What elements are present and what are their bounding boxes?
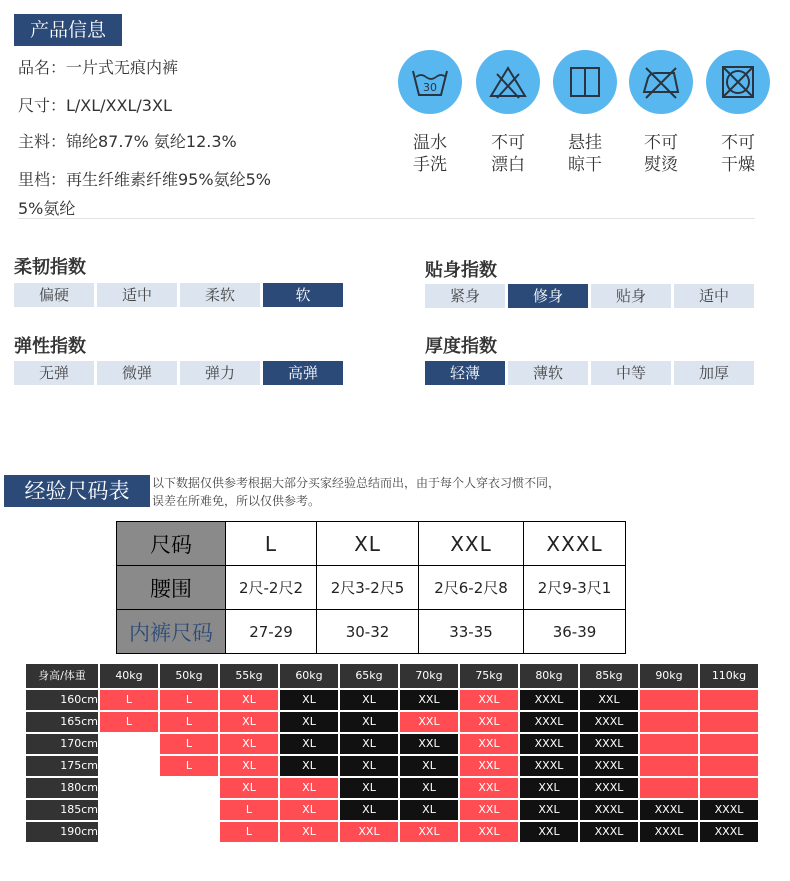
care-item-no-iron xyxy=(629,50,693,176)
softness-title: 柔韧指数 xyxy=(14,257,86,278)
thickness-option: 中等 xyxy=(591,361,671,385)
grid-size-cell: XL xyxy=(400,778,458,798)
grid-size-cell: XL xyxy=(340,712,398,732)
grid-weight-header: 85kg xyxy=(580,664,638,688)
grid-size-cell: XL xyxy=(280,800,338,820)
grid-size-cell xyxy=(100,778,158,798)
grid-size-cell: XL xyxy=(340,756,398,776)
grid-size-cell: XL xyxy=(280,756,338,776)
product-lining: 里档：再生纤维素纤维95%氨纶5% xyxy=(18,170,271,189)
thickness-option: 薄软 xyxy=(508,361,588,385)
no-tumble-dry-icon xyxy=(706,50,770,114)
grid-size-cell: XXXL xyxy=(640,822,698,842)
grid-size-cell: XXL xyxy=(460,778,518,798)
grid-row xyxy=(26,778,760,800)
table-row xyxy=(117,522,626,566)
fit-title: 贴身指数 xyxy=(425,260,497,281)
grid-height-label: 165cm xyxy=(26,712,98,732)
experience-note-line1: 以下数据仅供参考根据大部分买家经验总结而出，由于每个人穿衣习惯不同， xyxy=(152,476,561,490)
softness-bar xyxy=(14,283,343,307)
grid-size-cell: XXXL xyxy=(520,712,578,732)
elasticity-bar xyxy=(14,361,343,385)
grid-size-cell: XXL xyxy=(460,734,518,754)
grid-size-cell: XL xyxy=(280,712,338,732)
grid-size-cell: XXL xyxy=(460,822,518,842)
grid-size-cell xyxy=(640,690,698,710)
grid-size-cell: XXL xyxy=(400,712,458,732)
care-item-hand-wash xyxy=(398,50,462,176)
row-header-size: 尺码 xyxy=(117,522,226,566)
elasticity-option: 微弹 xyxy=(97,361,177,385)
underwear-size-cell: 36-39 xyxy=(524,610,626,654)
grid-height-label: 170cm xyxy=(26,734,98,754)
grid-size-cell: XL xyxy=(340,734,398,754)
product-info-tag: 产品信息 xyxy=(14,14,122,46)
grid-size-cell: XL xyxy=(220,778,278,798)
softness-option: 偏硬 xyxy=(14,283,94,307)
grid-size-cell xyxy=(160,800,218,820)
grid-height-label: 175cm xyxy=(26,756,98,776)
grid-size-cell: XL xyxy=(340,778,398,798)
elasticity-option-selected: 高弹 xyxy=(263,361,343,385)
care-label-no-tumble-dry: 不可 干燥 xyxy=(721,133,755,175)
grid-size-cell xyxy=(700,712,758,732)
experience-size-tag: 经验尺码表 xyxy=(4,475,150,507)
grid-size-cell: XXXL xyxy=(580,712,638,732)
grid-size-cell: XXXL xyxy=(580,822,638,842)
grid-height-label: 160cm xyxy=(26,690,98,710)
grid-size-cell: XL xyxy=(280,778,338,798)
grid-corner-label: 身高/体重 xyxy=(26,664,98,688)
grid-height-label: 190cm xyxy=(26,822,98,842)
grid-size-cell: XXXL xyxy=(520,690,578,710)
grid-size-cell: L xyxy=(160,734,218,754)
product-lining-extra: 5%氨纶 xyxy=(18,199,76,218)
underwear-size-cell: 27-29 xyxy=(226,610,317,654)
grid-size-cell: XXL xyxy=(520,800,578,820)
elasticity-option: 弹力 xyxy=(180,361,260,385)
elasticity-option: 无弹 xyxy=(14,361,94,385)
grid-size-cell: L xyxy=(160,756,218,776)
grid-row xyxy=(26,734,760,756)
grid-size-cell: XXXL xyxy=(580,734,638,754)
grid-row xyxy=(26,712,760,734)
grid-weight-header: 70kg xyxy=(400,664,458,688)
thickness-option: 加厚 xyxy=(674,361,754,385)
grid-weight-header: 60kg xyxy=(280,664,338,688)
grid-size-cell xyxy=(700,734,758,754)
grid-weight-header: 110kg xyxy=(700,664,758,688)
care-label-no-iron: 不可 熨烫 xyxy=(644,133,678,175)
thickness-option-selected: 轻薄 xyxy=(425,361,505,385)
grid-size-cell xyxy=(700,690,758,710)
grid-size-cell: XXL xyxy=(520,822,578,842)
experience-note-line2: 误差在所难免，所以仅供参考。 xyxy=(152,494,321,508)
grid-height-label: 185cm xyxy=(26,800,98,820)
grid-row xyxy=(26,756,760,778)
grid-size-cell: XL xyxy=(220,712,278,732)
size-table xyxy=(116,521,626,654)
care-item-no-tumble-dry xyxy=(706,50,770,176)
product-material: 主料：锦纶87.7% 氨纶12.3% xyxy=(18,132,237,151)
grid-size-cell xyxy=(700,756,758,776)
product-size: 尺寸：L/XL/XXL/3XL xyxy=(18,96,172,115)
grid-size-cell xyxy=(100,756,158,776)
size-cell: XXL xyxy=(419,522,524,566)
grid-size-cell: L xyxy=(220,822,278,842)
grid-size-cell xyxy=(640,756,698,776)
grid-size-cell: XXL xyxy=(460,712,518,732)
softness-option: 柔软 xyxy=(180,283,260,307)
hand-wash-30-icon xyxy=(398,50,462,114)
care-label-hand-wash: 温水 手洗 xyxy=(413,133,447,175)
grid-row xyxy=(26,822,760,844)
grid-size-cell: XL xyxy=(340,690,398,710)
grid-size-cell: L xyxy=(100,712,158,732)
fit-bar xyxy=(425,284,754,308)
size-cell: XL xyxy=(317,522,419,566)
height-weight-grid xyxy=(26,664,760,844)
grid-weight-header: 80kg xyxy=(520,664,578,688)
row-header-waist: 腰围 xyxy=(117,566,226,610)
waist-cell: 2尺3-2尺5 xyxy=(317,566,419,610)
fit-option: 贴身 xyxy=(591,284,671,308)
grid-size-cell: XL xyxy=(340,800,398,820)
grid-row xyxy=(26,690,760,712)
fit-option: 适中 xyxy=(674,284,754,308)
grid-size-cell xyxy=(100,800,158,820)
grid-size-cell: XXL xyxy=(460,756,518,776)
grid-size-cell: XXXL xyxy=(520,756,578,776)
grid-size-cell: XL xyxy=(400,800,458,820)
care-label-hang-dry: 悬挂 晾干 xyxy=(568,133,602,175)
product-name: 品名：一片式无痕内裤 xyxy=(18,58,179,77)
grid-size-cell: XXL xyxy=(580,690,638,710)
grid-size-cell: L xyxy=(160,712,218,732)
fit-option: 紧身 xyxy=(425,284,505,308)
care-item-hang-dry xyxy=(553,50,617,176)
elasticity-title: 弹性指数 xyxy=(14,336,86,357)
grid-size-cell: XXL xyxy=(340,822,398,842)
grid-weight-header: 40kg xyxy=(100,664,158,688)
grid-size-cell xyxy=(700,778,758,798)
grid-size-cell: XXL xyxy=(400,690,458,710)
hang-dry-icon xyxy=(553,50,617,114)
grid-size-cell: XXL xyxy=(460,800,518,820)
softness-option-selected: 软 xyxy=(263,283,343,307)
no-bleach-icon xyxy=(476,50,540,114)
size-cell: XXXL xyxy=(524,522,626,566)
waist-cell: 2尺9-3尺1 xyxy=(524,566,626,610)
grid-size-cell: L xyxy=(160,690,218,710)
grid-size-cell: XXL xyxy=(400,734,458,754)
divider xyxy=(18,218,755,219)
grid-size-cell: XL xyxy=(400,756,458,776)
thickness-title: 厚度指数 xyxy=(425,336,497,357)
grid-size-cell xyxy=(100,734,158,754)
care-item-no-bleach xyxy=(476,50,540,176)
underwear-size-cell: 30-32 xyxy=(317,610,419,654)
grid-size-cell: XXXL xyxy=(580,778,638,798)
grid-size-cell xyxy=(100,822,158,842)
grid-size-cell: XL xyxy=(220,690,278,710)
grid-weight-header: 90kg xyxy=(640,664,698,688)
grid-weight-header: 50kg xyxy=(160,664,218,688)
table-row xyxy=(117,566,626,610)
grid-size-cell: XXXL xyxy=(700,822,758,842)
fit-option-selected: 修身 xyxy=(508,284,588,308)
grid-size-cell: XXL xyxy=(400,822,458,842)
grid-height-label: 180cm xyxy=(26,778,98,798)
waist-cell: 2尺6-2尺8 xyxy=(419,566,524,610)
grid-size-cell: XL xyxy=(280,690,338,710)
grid-size-cell: L xyxy=(220,800,278,820)
grid-size-cell: XL xyxy=(280,734,338,754)
softness-option: 适中 xyxy=(97,283,177,307)
grid-size-cell: XXXL xyxy=(580,800,638,820)
grid-size-cell: XXXL xyxy=(520,734,578,754)
grid-weight-header: 55kg xyxy=(220,664,278,688)
grid-weight-header: 65kg xyxy=(340,664,398,688)
grid-size-cell xyxy=(160,778,218,798)
waist-cell: 2尺-2尺2 xyxy=(226,566,317,610)
grid-size-cell: XL xyxy=(280,822,338,842)
grid-size-cell: XL xyxy=(220,734,278,754)
grid-size-cell xyxy=(640,778,698,798)
grid-header-row xyxy=(26,664,760,690)
size-cell: L xyxy=(226,522,317,566)
underwear-size-cell: 33-35 xyxy=(419,610,524,654)
grid-size-cell: XXXL xyxy=(580,756,638,776)
grid-size-cell: XXXL xyxy=(700,800,758,820)
grid-size-cell: L xyxy=(100,690,158,710)
hand-wash-badge: 30 xyxy=(423,81,437,94)
grid-size-cell: XXL xyxy=(460,690,518,710)
thickness-bar xyxy=(425,361,754,385)
no-iron-icon xyxy=(629,50,693,114)
grid-weight-header: 75kg xyxy=(460,664,518,688)
grid-size-cell: XXXL xyxy=(640,800,698,820)
care-label-no-bleach: 不可 漂白 xyxy=(491,133,525,175)
grid-size-cell xyxy=(160,822,218,842)
grid-size-cell xyxy=(640,712,698,732)
grid-size-cell: XL xyxy=(220,756,278,776)
grid-size-cell: XXL xyxy=(520,778,578,798)
table-row xyxy=(117,610,626,654)
grid-row xyxy=(26,800,760,822)
grid-size-cell xyxy=(640,734,698,754)
row-header-underwear-size: 内裤尺码 xyxy=(117,610,226,654)
